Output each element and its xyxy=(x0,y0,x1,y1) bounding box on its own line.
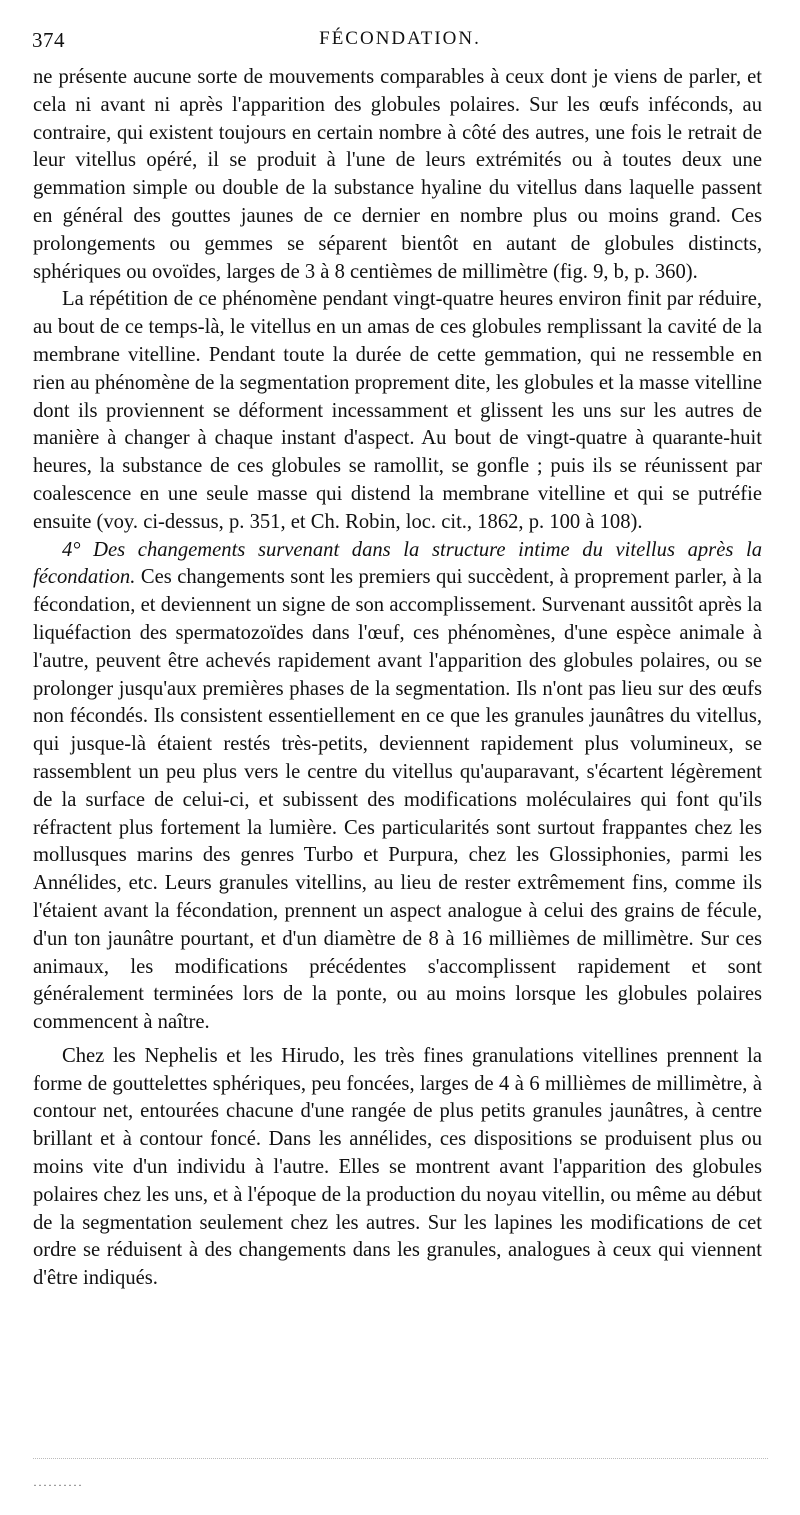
paragraph-repetition: La répétition de ce phénomène pendant vingt-quatre heures environ finit par réduire, au bout de ce temps-là, le vitellus en un amas de ces globules remplissant la cavité de la membrane vitelline. Pendant toute la durée de cette gemmation, qui ne ressemble en rien au phénomène de la segmentation proprement dite, les globules et la masse vitelline dont ils proviennent se déforment incessamment et glissent les uns sur les autres de manière à changer à chaque instant d'aspect. Au bout de vingt-quatre à quarante-huit heures, la substance de ces globules se ramollit, se gonfle ; puis ils se réunissent par coalescence en une seule masse qui distend la membrane vitelline et qui se putréfie ensuite (voy. ci-dessus, p. 351, et Ch. Robin, loc. cit., 1862, p. 100 à 108). xyxy=(33,288,762,533)
section-title: 4° Des changements survenant dans la structure intime du vitellus après la fécondation. xyxy=(33,538,762,589)
paragraph-continuation: ne présente aucune sorte de mouvements comparables à ceux dont je viens de parler, et cela ni avant ni après l'apparition des globules polaires. Sur les œufs inféconds, au contraire, qui existent toujours en certain nombre à côté des autres, une fois le retrait de leur vitellus opéré, il se produit à l'une de leurs extrémités ou à toutes deux une gemmation simple ou double de la substance hyaline du vitellus dans laquelle passent en général des gouttes jaunes de ce dernier en nombre plus ou moins grand. Ces prolongements ou gemmes se séparent bientôt en autant de globules distincts, sphériques ou ovoïdes, larges de 3 à 8 centièmes de millimètre (fig. 9, b, p. 360). xyxy=(33,66,762,283)
footer-rule xyxy=(33,1458,768,1459)
section-text: Ces changements sont les premiers qui succèdent, à proprement parler, à la fécondation, et deviennent un signe de son accomplissement. Survenant aussitôt après la liquéfaction des spermatozoïdes dans l'œuf, ces phénomènes, d'une espèce animale à l'autre, peuvent être achevés rapidement avant l'apparition des globules polaires, ou se prolonger jusqu'aux premières phases de la segmentation. Ils n'ont pas lieu sur des œufs non fécondés. Ils consistent essentiellement en ce que les granules jaunâtres du vitellus, qui jusque-là étaient restés très-petits, deviennent rapidement plus volumineux, se rassemblent un peu plus vers le centre du vitellus qu'auparavant, s'écartent légèrement de la surface de celui-ci, et subissent des modifications moléculaires qui font qu'ils réfractent plus fortement la lumière. Ces particularités sont surtout frappantes chez les mollusques marins des genres Turbo et Purpura, chez les Glossiphonies, parmi les Annélides, etc. Leurs granules vitellins, au lieu de rester extrêmement fins, comme ils l'étaient avant la fécondation, prennent un aspect analogue à celui des grains de fécule, d'un ton jaunâtre pourtant, et d'un diamètre de 8 à 16 millièmes de millimètre. Sur ces animaux, les modifications précédentes s'accomplissent rapidement et sont généralement terminées lors de la ponte, ou au moins lorsque les globules polaires commencent à naître. xyxy=(33,566,762,1034)
footer-mark: ·········· xyxy=(33,1478,83,1492)
page-header xyxy=(32,28,768,62)
paragraph-section-4 xyxy=(33,537,762,1037)
running-head: FÉCONDATION. xyxy=(319,28,481,49)
body-text xyxy=(33,64,762,1293)
page-number: 374 xyxy=(32,28,65,52)
paragraph-nephelis: Chez les Nephelis et les Hirudo, les très fines granulations vitellines prennent la forme de gouttelettes sphériques, peu foncées, larges de 4 à 6 millièmes de millimètre, à contour net, entourées chacune d'une rangée de plus petits granules jaunâtres, à centre brillant et à contour foncé. Dans les annélides, ces dispositions se produisent plus ou moins vite d'un individu à l'autre. Elles se montrent avant l'apparition des globules polaires chez les uns, et à l'époque de la production du noyau vitellin, ou même au début de la segmentation seulement chez les autres. Sur les lapines les modifications de cet ordre se réduisent à des changements dans les granules, analogues à ceux qui viennent d'être indiqués. xyxy=(33,1044,762,1290)
